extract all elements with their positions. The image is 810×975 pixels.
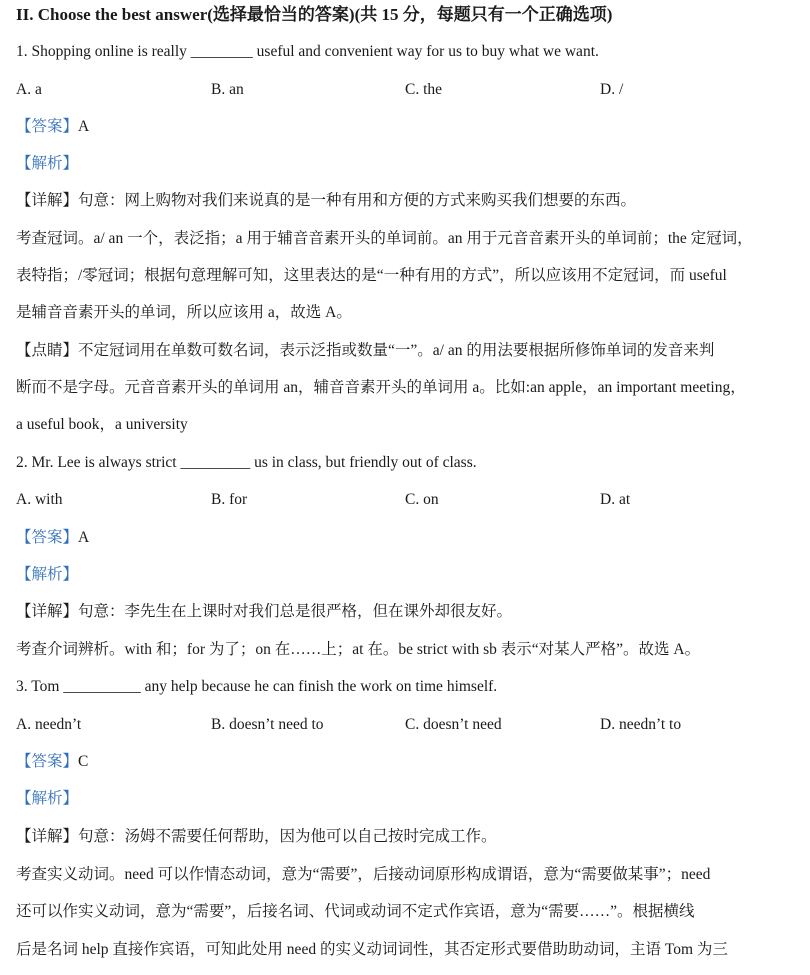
question-1-detail-line: 是辅音音素开头的单词，所以应该用 a，故选 A。	[16, 304, 352, 321]
analysis-tag: 【解析】	[16, 790, 79, 807]
option-b: B. an	[211, 81, 244, 98]
question-3-analysis-tag	[16, 788, 800, 810]
analysis-tag: 【解析】	[16, 566, 79, 583]
question-2-detail-line	[16, 601, 800, 623]
option-c: C. the	[405, 81, 443, 98]
option-d: D. at	[600, 491, 631, 508]
question-3-stem: 3. Tom __________ any help because he can finish the work on time himself.	[16, 678, 498, 695]
question-1-point-line: a useful book，a university	[16, 416, 188, 433]
question-2-detail-line: 考查介词辨析。with 和；for 为了；on 在……上；at 在。be strict with sb 表示“对某人严格”。故选 A。	[16, 641, 701, 658]
answer-value: C	[78, 753, 89, 770]
option-d: D. needn’t to	[600, 716, 682, 733]
point-tag: 【点睛】	[16, 342, 79, 359]
option-a: A. needn’t	[16, 716, 82, 733]
answer-value: A	[78, 118, 90, 135]
question-1-point-line	[16, 340, 800, 362]
detail-tag: 【详解】	[16, 192, 79, 209]
answer-tag: 【答案】	[16, 753, 79, 770]
question-3-detail-line: 还可以作实义动词，意为“需要”，后接名词、代词或动词不定式作宾语，意为“需要……”。根据横线	[16, 903, 695, 920]
detail-text: 句意：网上购物对我们来说真的是一种有用和方便的方式来购买我们想要的东西。	[78, 192, 637, 209]
answer-value: A	[78, 529, 90, 546]
answer-tag: 【答案】	[16, 118, 79, 135]
question-2-stem: 2. Mr. Lee is always strict _________ us in class, but friendly out of class.	[16, 454, 477, 471]
question-1-detail-line	[16, 190, 800, 212]
analysis-tag: 【解析】	[16, 155, 79, 172]
point-text: 不定冠词用在单数可数名词，表示泛指或数量“一”。a/ an 的用法要根据所修饰单词的发音来判	[78, 342, 715, 359]
question-2-options	[16, 489, 806, 511]
option-a: A. a	[16, 81, 42, 98]
question-1-detail-line: 表特指；/零冠词；根据句意理解可知，这里表达的是“一种有用的方式”，所以应该用不定冠词，而 useful	[16, 267, 727, 284]
question-3-detail-line: 考查实义动词。need 可以作情态动词，意为“需要”，后接动词原形构成谓语，意为“需要做某事”；need	[16, 866, 711, 883]
detail-text: 句意：李先生在上课时对我们总是很严格，但在课外却很友好。	[78, 603, 513, 620]
question-3-answer	[16, 751, 800, 773]
question-1-options	[16, 79, 806, 101]
answer-tag: 【答案】	[16, 529, 79, 546]
option-c: C. doesn’t need	[405, 716, 502, 733]
section-title: II. Choose the best answer(选择最恰当的答案)(共 15 分，每题只有一个正确选项)	[16, 5, 613, 24]
option-c: C. on	[405, 491, 439, 508]
question-1-analysis-tag	[16, 153, 800, 175]
option-d: D. /	[600, 81, 624, 98]
detail-tag: 【详解】	[16, 828, 79, 845]
question-1-stem: 1. Shopping online is really ________ useful and convenient way for us to buy what we want.	[16, 43, 599, 60]
option-b: B. for	[211, 491, 248, 508]
question-1-point-line: 断而不是字母。元音音素开头的单词用 an，辅音音素开头的单词用 a。比如:an apple，an important meeting，	[16, 379, 746, 396]
question-1-answer	[16, 116, 800, 138]
question-3-options	[16, 714, 806, 736]
question-3-detail-line	[16, 826, 800, 848]
option-a: A. with	[16, 491, 63, 508]
detail-text: 句意：汤姆不需要任何帮助，因为他可以自己按时完成工作。	[78, 828, 497, 845]
option-b: B. doesn’t need to	[211, 716, 324, 733]
detail-tag: 【详解】	[16, 603, 79, 620]
question-2-answer	[16, 527, 800, 549]
question-2-analysis-tag	[16, 564, 800, 586]
question-1-detail-line: 考查冠词。a/ an 一个，表泛指；a 用于辅音音素开头的单词前。an 用于元音音素开头的单词前；the 定冠词，	[16, 230, 753, 247]
question-3-detail-line: 后是名词 help 直接作宾语，可知此处用 need 的实义动词词性，其否定形式要借助助动词，主语 Tom 为三	[16, 941, 728, 958]
